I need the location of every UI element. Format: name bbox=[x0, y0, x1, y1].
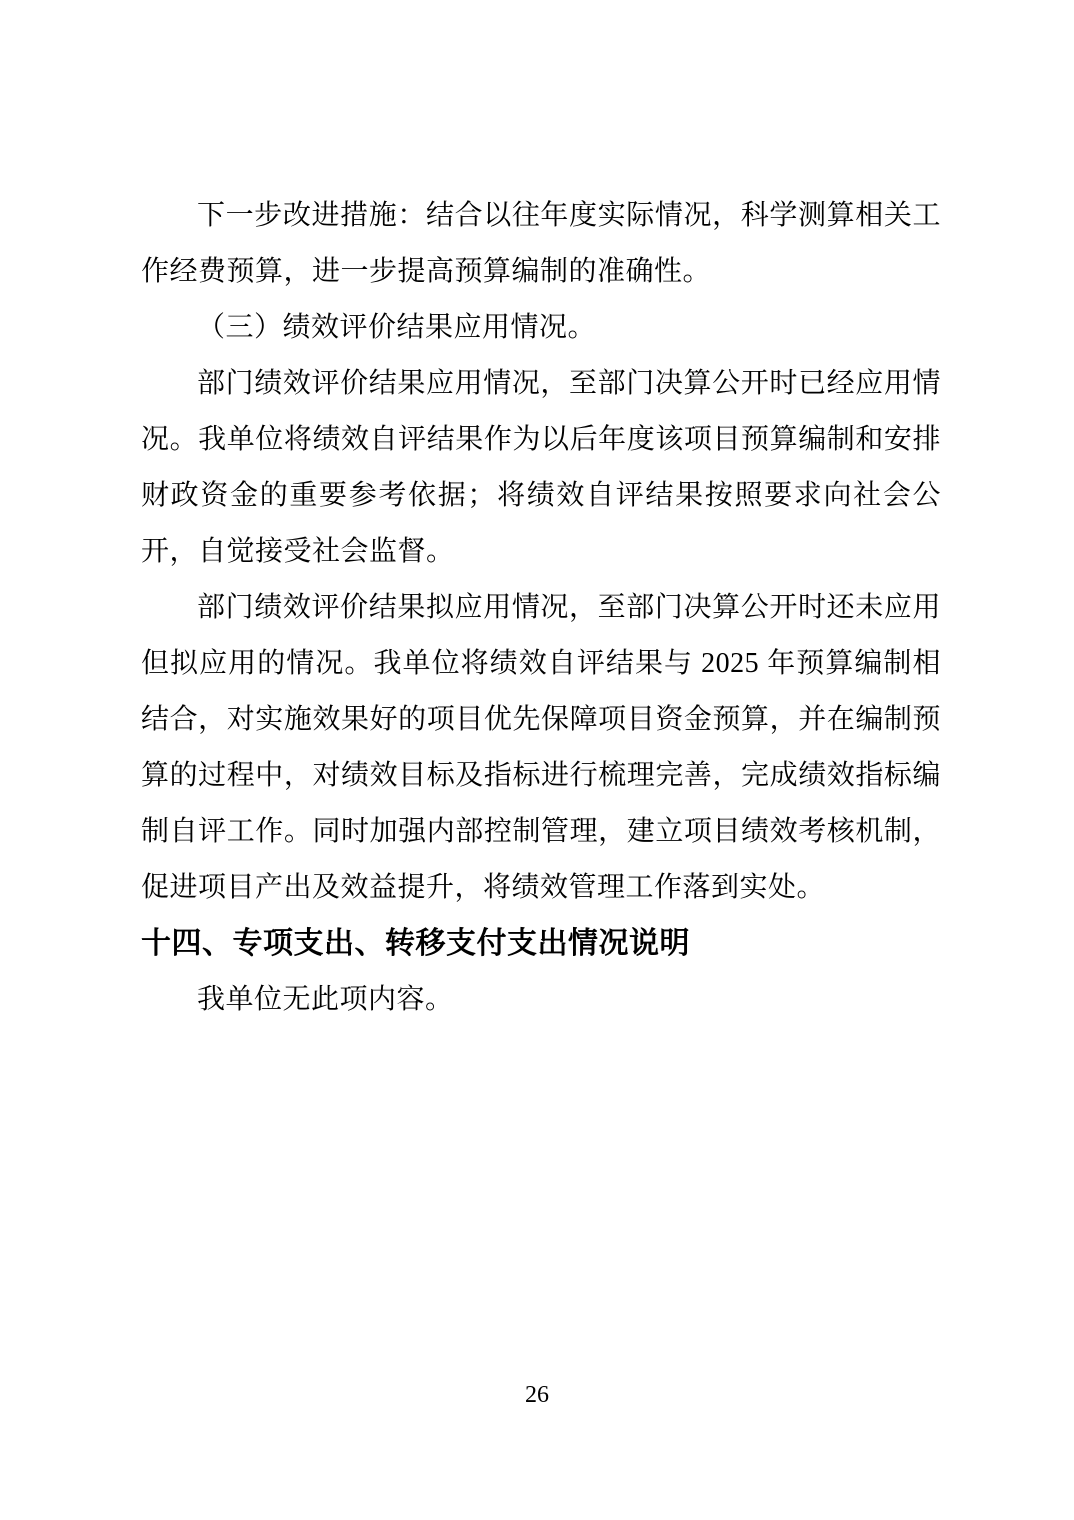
paragraph-planned-application: 部门绩效评价结果拟应用情况，至部门决算公开时还未应用但拟应用的情况。我单位将绩效自评结果与 2025 年预算编制相结合，对实施效果好的项目优先保障项目资金预算，并在编制预算的过程中，对绩效目标及指标进行梳理完善，完成绩效指标编制自评工作。同时加强内部控制管理，建立项目绩效考核机制，促进项目产出及效益提升，将绩效管理工作落到实处。 bbox=[141, 592, 941, 903]
paragraph-no-content: 我单位无此项内容。 bbox=[197, 984, 454, 1015]
section-heading-fourteen: 十四、专项支出、转移支付支出情况说明 bbox=[141, 927, 690, 960]
paragraph-subsection-three-title: （三）绩效评价结果应用情况。 bbox=[197, 312, 597, 343]
paragraph-next-step-measures: 下一步改进措施：结合以往年度实际情况，科学测算相关工作经费预算，进一步提高预算编制的准确性。 bbox=[141, 200, 941, 287]
paragraph-applied-results: 部门绩效评价结果应用情况，至部门决算公开时已经应用情况。我单位将绩效自评结果作为以后年度该项目预算编制和安排财政资金的重要参考依据；将绩效自评结果按照要求向社会公开，自觉接受社会监督。 bbox=[141, 368, 941, 567]
document-body bbox=[141, 188, 941, 1028]
page-number: 26 bbox=[525, 1382, 549, 1408]
